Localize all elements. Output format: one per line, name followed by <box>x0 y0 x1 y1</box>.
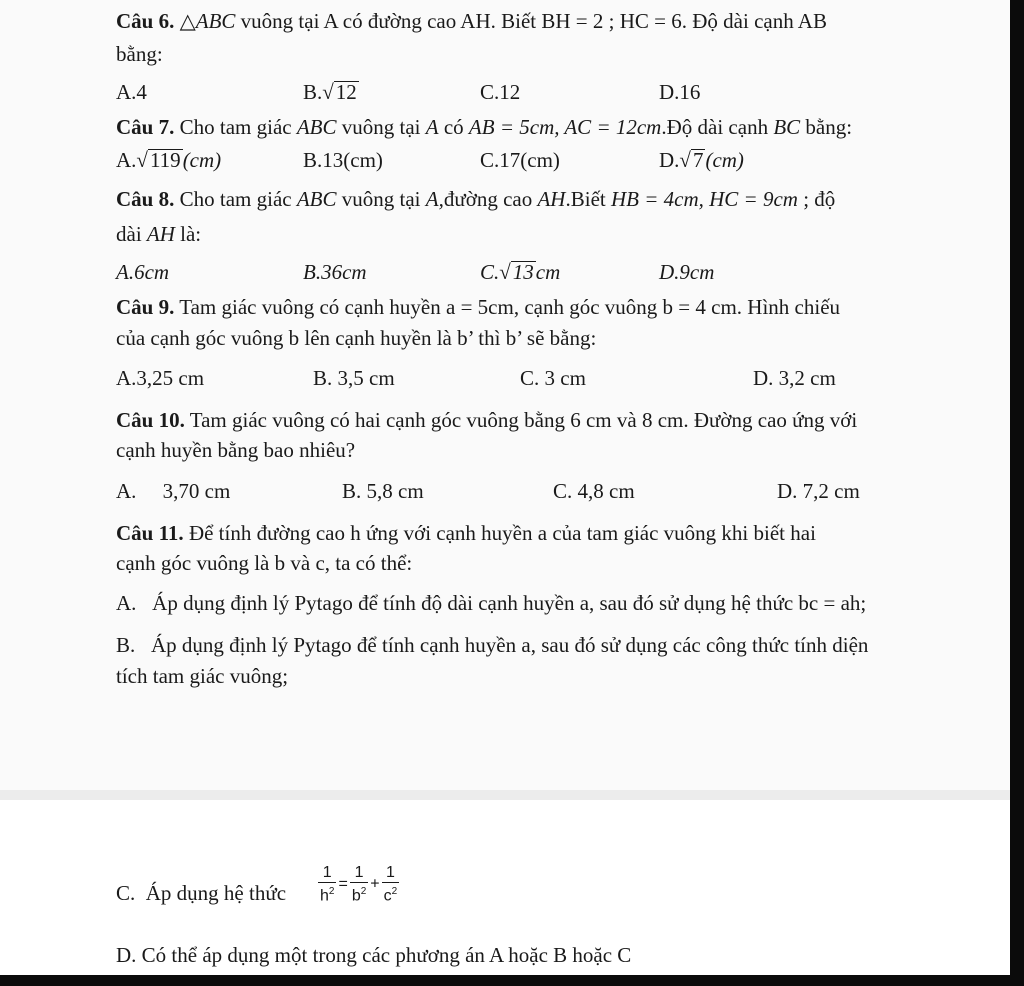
q8-option-c-unit: cm <box>535 260 561 284</box>
question-11 <box>116 520 816 546</box>
q9-option-a: A.3,25 cm <box>116 366 205 390</box>
q7-text-i: bằng: <box>800 115 853 139</box>
q7-option-a-radicand: 119 <box>149 148 181 172</box>
q11-option-c <box>116 880 291 906</box>
q8-option-a: A.6cm <box>116 260 170 284</box>
q7-text-b: ABC <box>296 115 337 139</box>
frac-h-exp: 2 <box>328 886 335 897</box>
question-10-cont: cạnh huyền bằng bao nhiêu? <box>116 438 356 462</box>
q10-text-a: Tam giác vuông có hai cạnh góc vuông bằng 6 cm và 8 cm. Đường cao ứng với <box>184 408 858 432</box>
q8-text-h: HB = 4cm, HC = 9cm <box>610 187 798 211</box>
q9-option-d: D. 3,2 cm <box>753 366 836 390</box>
q11-option-c-text: C. Áp dụng hệ thức <box>116 881 292 905</box>
q7-option-d-prefix: D. <box>659 148 680 172</box>
frac-c-var: c <box>383 887 392 905</box>
q10-option-d: D. 7,2 cm <box>777 479 860 503</box>
q8-text-f: AH <box>537 187 566 211</box>
frac-h-den <box>318 883 336 905</box>
question-8-options <box>116 259 996 285</box>
q7-option-a-unit: (cm) <box>182 148 222 172</box>
q7-text-f: AB = 5cm, AC = 12cm <box>468 115 662 139</box>
question-6 <box>116 8 827 34</box>
frac-c-num: 1 <box>382 864 400 883</box>
frac-h-num: 1 <box>318 864 336 883</box>
q7-option-d <box>659 147 744 173</box>
q7-text-a: Cho tam giác <box>179 115 297 139</box>
question-10-options <box>116 478 996 504</box>
q8-text-g: .Biết <box>565 187 611 211</box>
q8-text-d: A, <box>425 187 444 211</box>
q11-formula <box>316 864 401 905</box>
formula-frac-h <box>318 864 336 905</box>
frac-b-exp: 2 <box>360 886 367 897</box>
sqrt-icon: √ <box>322 80 334 104</box>
q6-option-b <box>303 79 359 105</box>
q8-text-a: Cho tam giác <box>179 187 297 211</box>
question-8-cont <box>116 221 201 247</box>
q8-text-i: ; độ <box>797 187 836 211</box>
question-9-cont: của cạnh góc vuông b lên cạnh huyền là b’ thì b’ sẽ bằng: <box>116 326 597 350</box>
frac-b-num: 1 <box>350 864 368 883</box>
q10-option-b: B. 5,8 cm <box>342 479 424 503</box>
q7-option-d-radicand: 7 <box>692 148 704 172</box>
q8-option-d: D.9cm <box>659 260 715 284</box>
q11-option-b: B. Áp dụng định lý Pytago để tính cạnh huyền a, sau đó sử dụng các công thức tính diện <box>116 633 869 657</box>
question-6-text: vuông tại A có đường cao AH. Biết BH = 2 ; HC = 6. Độ dài cạnh AB <box>235 9 827 33</box>
frac-h-var: h <box>320 887 329 905</box>
question-7 <box>116 114 852 140</box>
formula-plus: + <box>370 875 380 893</box>
question-11-cont: cạnh góc vuông là b và c, ta có thể: <box>116 551 413 575</box>
triangle-abc: △ABC <box>179 9 236 33</box>
question-9 <box>116 294 840 320</box>
frac-c-exp: 2 <box>391 886 398 897</box>
formula-frac-c <box>382 864 400 905</box>
question-7-options <box>116 147 996 173</box>
q8-text-k: AH <box>146 222 175 246</box>
q6-option-b-prefix: B. <box>303 80 323 104</box>
q7-text-g: .Độ dài cạnh <box>661 115 774 139</box>
frac-b-den <box>350 883 368 905</box>
q9-option-c: C. 3 cm <box>520 366 586 390</box>
sqrt-icon: √ <box>499 260 511 284</box>
q7-option-b: B.13(cm) <box>303 148 383 172</box>
q6-option-d: D.16 <box>659 80 701 104</box>
question-9-options <box>116 365 996 391</box>
q7-text-c: vuông tại <box>336 115 426 139</box>
q6-option-c: C.12 <box>480 80 521 104</box>
q8-text-e: đường cao <box>443 187 538 211</box>
frac-c-den <box>382 883 400 905</box>
page-separator <box>0 790 1010 800</box>
q8-text-l: là: <box>174 222 202 246</box>
formula-equals: = <box>338 875 348 893</box>
frac-b-var: b <box>351 887 361 905</box>
q9-text-a: Tam giác vuông có cạnh huyền a = 5cm, cạnh góc vuông b = 4 cm. Hình chiếu <box>174 295 841 319</box>
q8-option-b: B.36cm <box>303 260 367 284</box>
q10-option-a: A. 3,70 cm <box>116 479 231 503</box>
q7-option-a <box>116 147 221 173</box>
question-6-label: Câu 6. <box>116 9 175 33</box>
formula-frac-b <box>350 864 368 905</box>
q11-option-b-cont: tích tam giác vuông; <box>116 664 289 688</box>
q7-text-h: BC <box>773 115 801 139</box>
q11-text-a: Để tính đường cao h ứng với cạnh huyền a của tam giác vuông khi biết hai <box>183 521 816 545</box>
q8-option-c-radicand: 13 <box>512 260 534 284</box>
question-10-label: Câu 10. <box>116 408 185 432</box>
question-10 <box>116 407 857 433</box>
question-11-label: Câu 11. <box>116 521 184 545</box>
question-7-label: Câu 7. <box>116 115 175 139</box>
sqrt-icon: √ <box>679 148 691 172</box>
q11-option-d: D. Có thể áp dụng một trong các phương án A hoặc B hoặc C <box>116 943 632 967</box>
q6-option-b-radicand: 12 <box>335 80 357 104</box>
q7-option-a-prefix: A. <box>116 148 137 172</box>
q9-option-b: B. 3,5 cm <box>313 366 395 390</box>
q8-text-j: dài <box>116 222 147 246</box>
question-8 <box>116 186 835 212</box>
q8-option-c-prefix: C. <box>480 260 500 284</box>
q7-option-c: C.17(cm) <box>480 148 560 172</box>
q11-option-a: A. Áp dụng định lý Pytago để tính độ dài cạnh huyền a, sau đó sử dụng hệ thức bc = ah; <box>116 591 867 615</box>
question-8-label: Câu 8. <box>116 187 175 211</box>
question-6-text-cont: bằng: <box>116 42 163 66</box>
question-6-options <box>116 79 996 105</box>
question-9-label: Câu 9. <box>116 295 175 319</box>
q8-text-b: ABC <box>296 187 337 211</box>
q8-text-c: vuông tại <box>336 187 426 211</box>
q7-option-d-unit: (cm) <box>705 148 744 172</box>
q7-text-d: A <box>425 115 439 139</box>
q10-option-c: C. 4,8 cm <box>553 479 635 503</box>
q8-option-c <box>480 259 560 285</box>
q7-text-e: có <box>438 115 469 139</box>
q6-option-a: A.4 <box>116 80 147 104</box>
sqrt-icon: √ <box>136 148 148 172</box>
